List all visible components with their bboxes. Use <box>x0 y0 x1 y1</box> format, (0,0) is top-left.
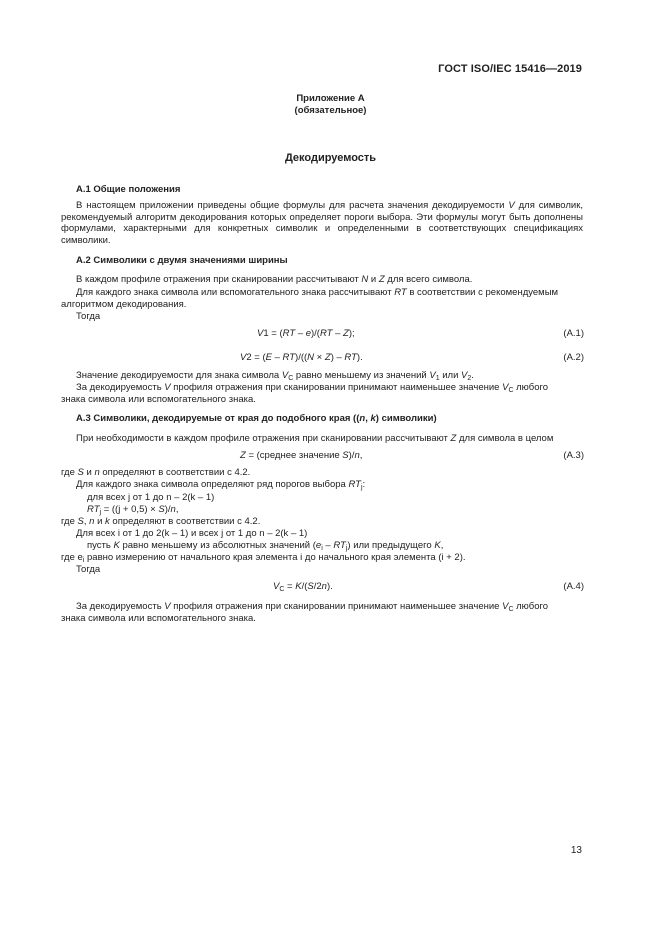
a3-line-3: для всех j от 1 до n – 2(k – 1) <box>87 492 215 503</box>
equation-a3: Z = (среднее значение S)/n, <box>240 450 363 461</box>
a2-paragraph-2-line-2: алгоритмом декодирования. <box>61 299 187 310</box>
a3-then: Тогда <box>76 564 101 575</box>
a3-last-paragraph-line-2: знака символа или вспомогательного знака. <box>61 613 256 624</box>
a3-line-5: где S, n и k определяют в соответствии с 4.2. <box>61 516 261 527</box>
var-v: V <box>508 200 515 211</box>
a1-text-end: для символик, рекомендуемый алгоритм декодирования которых определяет пороги выбора. Эти формулы могут быть дополнены формулами, характерными для конкретных символик и определенными в соответствующих спецификациях символики. <box>61 200 583 246</box>
equation-a1: V1 = (RT – e)/(RT – Z); <box>257 328 355 339</box>
annex-header <box>0 93 661 116</box>
standard-designation: ГОСТ ISO/IEC 15416—2019 <box>438 63 582 75</box>
page-number: 13 <box>570 845 582 856</box>
a2-paragraph-1: В каждом профиле отражения при сканировании рассчитывают N и Z для всего символа. <box>76 274 473 285</box>
a2-paragraph-3: Значение декодируемости для знака символа $V_C$ равно меньшему из значений $V_1$ или $V_2$. <box>76 370 474 382</box>
a3-line-4: $RT_j = ((j + 0,5) \times S)/n$, <box>87 504 179 516</box>
equation-a2-number: (А.2) <box>563 352 584 363</box>
section-a1-heading: А.1 Общие положения <box>76 184 181 195</box>
equation-a4-number: (А.4) <box>563 581 584 592</box>
a2-paragraph-2-line-1: Для каждого знака символа или вспомогательного знака рассчитывают RT в соответствии с рекомендуемым <box>76 287 559 298</box>
section-a3-heading: А.3 Символики, декодируемые от края до подобного края ((n, k) символики) <box>76 413 437 424</box>
a3-line-6: Для всех i от 1 до 2(k – 1) и всех j от 1 до n – 2(k – 1) <box>76 528 308 539</box>
a3-line-7: пусть K равно меньшему из абсолютных значений $(e_i - RT_j)$ или предыдущего K, <box>87 540 444 552</box>
a2-paragraph-4-line-1: За декодируемость V профиля отражения при сканировании принимают наименьшее значение $V_C$ любого <box>76 382 549 394</box>
document-title: Декодируемость <box>284 152 377 164</box>
annex-type: (обязательное) <box>294 104 367 116</box>
a3-line-8: где $e_i$ равно измерению от начального края элемента i до начального края элемента (i + 2). <box>61 552 466 564</box>
annex-title: Приложение А <box>296 93 365 104</box>
equation-a4: $V_C = K/(S/2n)$. <box>273 581 333 593</box>
section-a2-heading: А.2 Символики с двумя значениями ширины <box>76 255 288 266</box>
a2-paragraph-4-line-2: знака символа или вспомогательного знака. <box>61 394 256 405</box>
a2-then: Тогда <box>76 311 101 322</box>
a3-last-paragraph-line-1: За декодируемость V профиля отражения при сканировании принимают наименьшее значение $V_C$ любого <box>76 601 549 613</box>
a3-paragraph-1: При необходимости в каждом профиле отражения при сканировании рассчитывают Z для символа в целом <box>76 433 554 444</box>
a3-line-1: где S и n определяют в соответствии с 4.2. <box>61 467 251 478</box>
a3-line-2: Для каждого знака символа определяют ряд порогов выбора $RT_j$: <box>76 479 366 491</box>
equation-a1-number: (А.1) <box>563 328 584 339</box>
section-a1-paragraph <box>61 200 583 246</box>
equation-a2: V2 = (E – RT)/((N × Z) – RT). <box>240 352 363 363</box>
a1-text-start: В настоящем приложении приведены общие формулы для расчета значения декодируемости <box>76 200 509 211</box>
equation-a3-number: (А.3) <box>563 450 584 461</box>
